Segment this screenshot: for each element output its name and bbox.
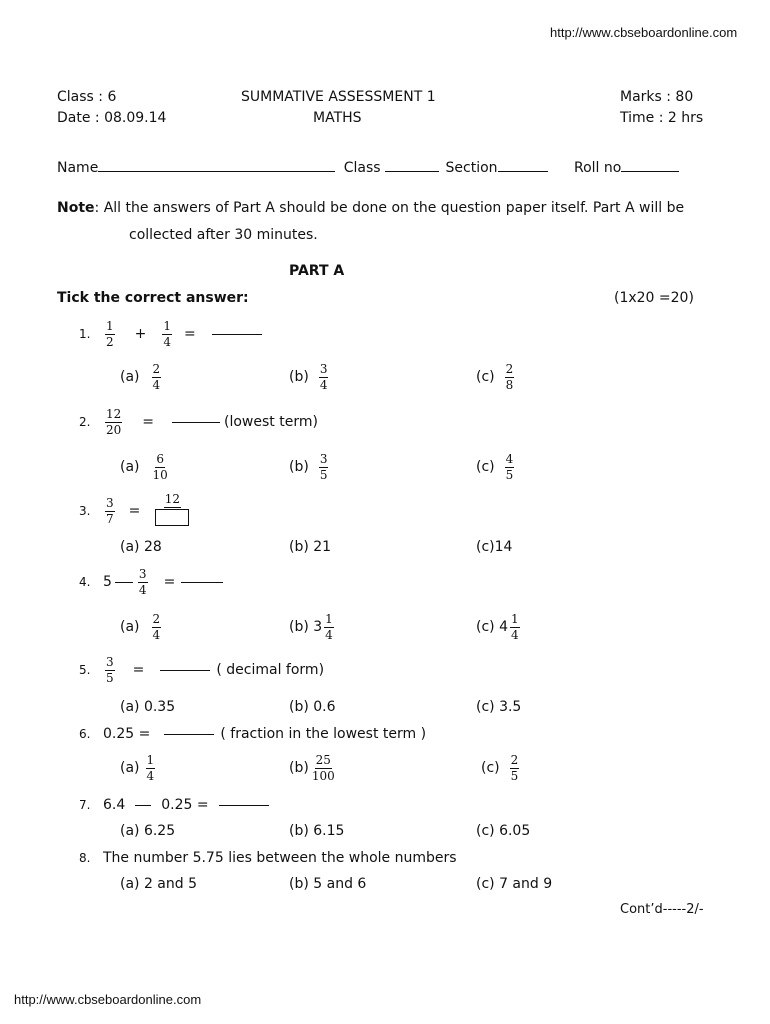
option-label: (c) 4 [476, 619, 508, 635]
question-2 [79, 404, 318, 440]
fraction: $\frac{1}{2}$ [106, 318, 114, 349]
question-1 [79, 316, 262, 352]
q6-option-b[interactable] [289, 750, 338, 786]
fraction: $\frac{2}{8}$ [505, 361, 514, 392]
student-details-row [57, 160, 679, 176]
equals-sign: = [132, 662, 145, 678]
q5-option-a[interactable]: (a) 0.35 [120, 699, 176, 715]
q2-option-a[interactable] [120, 449, 171, 485]
option-label: (a) [120, 459, 140, 475]
section-blank[interactable] [498, 171, 548, 172]
question-8 [79, 849, 457, 867]
instruction: Tick the correct answer: [57, 290, 249, 306]
equals-sign: = [184, 326, 196, 342]
question-3 [79, 492, 192, 530]
roll-label: Roll no [573, 160, 622, 176]
option-label: (a) [120, 760, 140, 776]
question-7 [79, 796, 269, 814]
q1-option-a[interactable] [120, 359, 163, 395]
answer-box[interactable] [155, 509, 189, 526]
fraction: $\frac{2}{4}$ [152, 361, 161, 392]
answer-blank[interactable] [219, 805, 269, 806]
question-tail: (lowest term) [224, 414, 318, 430]
fraction: $\frac{3}{4}$ [319, 361, 328, 392]
marks-scheme: (1x20 =20) [614, 290, 694, 306]
header-url[interactable]: http://www.cbseboardonline.com [550, 25, 738, 40]
q4-option-b[interactable] [289, 609, 336, 645]
fraction: $\frac{3}{7}$ [106, 495, 114, 526]
option-label: (b) [289, 369, 309, 385]
q7-option-a[interactable]: (a) 6.25 [120, 823, 176, 839]
q2-option-c[interactable] [476, 449, 516, 485]
q8-option-a[interactable]: (a) 2 and 5 [120, 876, 198, 892]
note-line1: : All the answers of Part A should be done on the question paper itself. Part A will be [94, 200, 685, 216]
question-number: 5. [79, 663, 91, 677]
option-label: (a) [120, 369, 140, 385]
q3-option-b[interactable]: (b) 21 [289, 539, 332, 555]
q4-option-a[interactable] [120, 609, 163, 645]
q6-option-a[interactable] [120, 750, 157, 786]
equals-sign: = [142, 414, 155, 430]
subject-label: MATHS [313, 110, 362, 126]
question-number: 6. [79, 727, 91, 741]
question-5 [79, 652, 324, 688]
q8-option-b[interactable]: (b) 5 and 6 [289, 876, 367, 892]
q5-option-b[interactable]: (b) 0.6 [289, 699, 336, 715]
name-blank[interactable] [98, 171, 335, 172]
missing-denominator-fraction: 12 [154, 493, 190, 529]
question-number: 7. [79, 798, 91, 812]
fraction: $\frac{12}{20}$ [106, 406, 122, 437]
roll-blank[interactable] [621, 171, 679, 172]
note [57, 200, 684, 216]
equals-sign: = [128, 503, 141, 519]
q6-option-c[interactable] [481, 750, 521, 786]
question-lhs: 0.25 = [103, 726, 151, 742]
q4-option-c[interactable] [476, 609, 522, 645]
fraction: $\frac{3}{5}$ [106, 654, 114, 685]
class-blank[interactable] [385, 171, 439, 172]
q3-option-a[interactable]: (a) 28 [120, 539, 162, 555]
option-label: (b) [289, 760, 309, 776]
fraction: $\frac{1}{4}$ [146, 752, 155, 783]
question-tail: ( fraction in the lowest term ) [220, 726, 427, 742]
q8-option-c[interactable]: (c) 7 and 9 [476, 876, 553, 892]
q1-option-b[interactable] [289, 359, 330, 395]
q7-option-b[interactable]: (b) 6.15 [289, 823, 345, 839]
answer-blank[interactable] [181, 582, 223, 583]
answer-blank[interactable] [212, 334, 262, 335]
question-number: 8. [79, 851, 91, 865]
minus-sign [115, 582, 133, 583]
q5-option-c[interactable]: (c) 3.5 [476, 699, 522, 715]
fraction: $\frac{1}{4}$ [325, 611, 333, 642]
minus-sign [135, 805, 151, 806]
marks-label: Marks : 80 [620, 89, 694, 105]
option-label: (b) 3 [289, 619, 323, 635]
name-label: Name [57, 160, 99, 176]
option-label: (c) [476, 369, 495, 385]
question-tail: ( decimal form) [216, 662, 325, 678]
question-number: 3. [79, 504, 91, 518]
answer-blank[interactable] [164, 734, 214, 735]
question-number: 1. [79, 327, 91, 341]
q7-option-c[interactable]: (c) 6.05 [476, 823, 531, 839]
section-label: Section [445, 160, 498, 176]
part-heading: PART A [289, 263, 345, 279]
fraction: $\frac{2}{5}$ [510, 752, 519, 783]
note-line2: collected after 30 minutes. [129, 227, 318, 243]
option-label: (a) [120, 619, 140, 635]
answer-blank[interactable] [172, 422, 220, 423]
q1-option-c[interactable] [476, 359, 516, 395]
time-label: Time : 2 hrs [620, 110, 704, 126]
fraction: $\frac{4}{5}$ [505, 451, 514, 482]
continued-note: Cont’d-----2/- [620, 902, 704, 917]
question-4 [79, 564, 223, 600]
answer-blank[interactable] [160, 670, 210, 671]
footer-url[interactable]: http://www.cbseboardonline.com [14, 992, 202, 1007]
option-label: (c) [481, 760, 500, 776]
plus-sign: + [134, 326, 147, 342]
question-text: The number 5.75 lies between the whole numbers [103, 850, 457, 866]
note-label: Note [57, 200, 95, 216]
fraction: $\frac{1}{4}$ [163, 318, 172, 349]
fraction: $\frac{25}{100}$ [311, 752, 335, 783]
date-label: Date : 08.09.14 [57, 110, 167, 126]
q2-option-b[interactable] [289, 449, 330, 485]
question-rhs: 0.25 = [161, 797, 209, 813]
class-field-label: Class [343, 160, 381, 176]
question-number: 2. [79, 415, 91, 429]
class-label: Class : 6 [57, 89, 117, 105]
option-label: (c) [476, 459, 495, 475]
fraction: $\frac{6}{10}$ [152, 451, 168, 482]
equals-sign: = [163, 574, 176, 590]
fraction: $\frac{3}{5}$ [319, 451, 328, 482]
question-lhs: 6.4 [103, 797, 126, 813]
fraction: $\frac{2}{4}$ [152, 611, 161, 642]
fraction: $\frac{1}{4}$ [510, 611, 519, 642]
option-label: (b) [289, 459, 309, 475]
question-number: 4. [79, 575, 91, 589]
exam-title: SUMMATIVE ASSESSMENT 1 [241, 89, 436, 105]
whole-number: 5 [103, 574, 112, 590]
fraction: $\frac{3}{4}$ [138, 566, 147, 597]
q3-option-c[interactable]: (c)14 [476, 539, 513, 555]
question-6 [79, 725, 426, 743]
